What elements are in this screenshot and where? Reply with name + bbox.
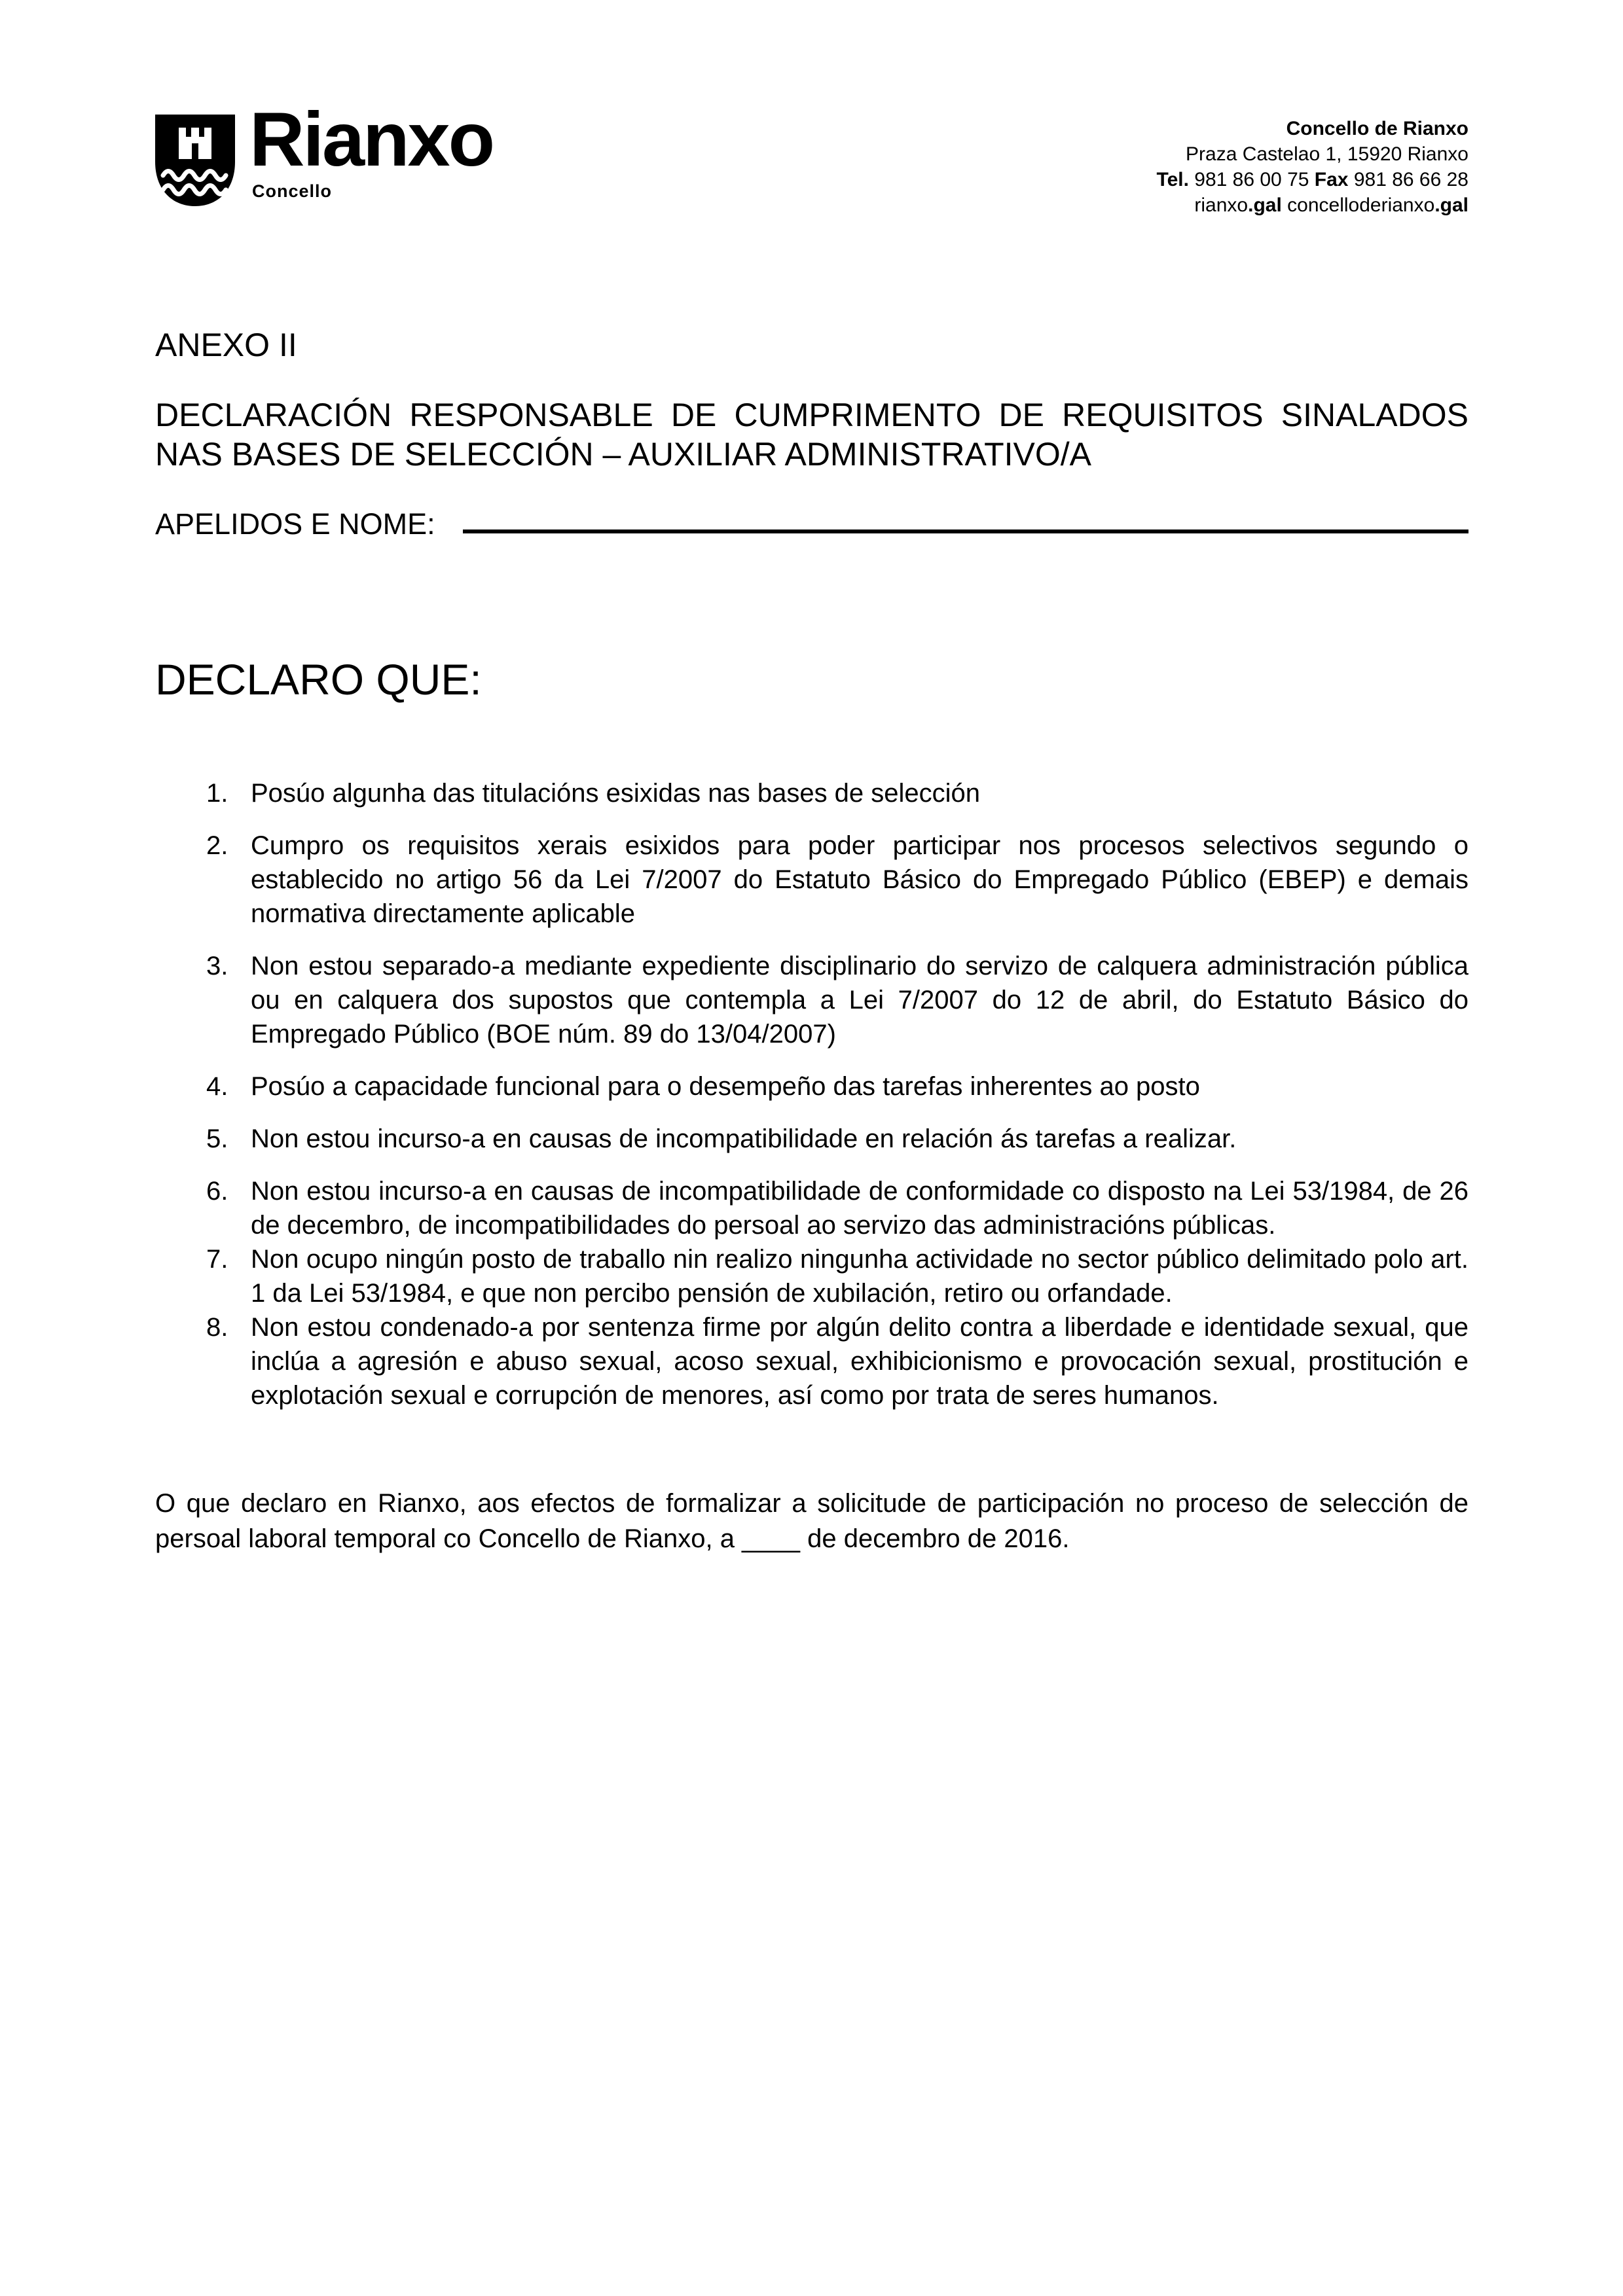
list-item: Non estou incurso-a en causas de incompatibilidade en relación ás tarefas a realizar. <box>251 1124 1237 1153</box>
contact-org: Concello de Rianxo <box>1286 118 1468 139</box>
name-field-row <box>155 505 1468 544</box>
logo-text <box>249 96 494 202</box>
contact-websites <box>1156 192 1468 218</box>
annex-heading: ANEXO II <box>155 327 297 363</box>
list-item: Posúo algunha das titulacións esixidas nas bases de selección <box>251 779 981 808</box>
page-header <box>155 96 1468 216</box>
list-item: Non estou separado-a mediante expediente disciplinario do servizo de calquera administración pública ou en calquera dos supostos que contempla a Lei 7/2007 do 12 de abril, do Estatuto Básico do Empregado Público (BOE núm. 89 do 13/04/2007) <box>251 952 1468 1049</box>
fax-number: 981 86 66 28 <box>1353 169 1468 190</box>
website-1: rianxo <box>1194 194 1249 216</box>
document-title: DECLARACIÓN RESPONSABLE DE CUMPRIMENTO DE REQUISITOS SINALADOS NAS BASES DE SELECCIÓN – AUXILIAR ADMINISTRATIVO/A <box>155 397 1468 473</box>
rianxo-shield-icon <box>155 115 235 206</box>
document-body <box>155 325 1468 1556</box>
name-input-line[interactable] <box>463 507 1468 533</box>
contact-info <box>1156 116 1468 218</box>
contact-address: Praza Castelao 1, 15920 Rianxo <box>1186 143 1468 165</box>
logo-subtitle: Concello <box>252 181 333 201</box>
tel-number: 981 86 00 75 <box>1194 169 1309 190</box>
logo-wordmark: Rianxo <box>249 96 494 182</box>
website-2: concelloderianxo <box>1287 194 1435 216</box>
closing-paragraph: O que declaro en Rianxo, aos efectos de formalizar a solicitude de participación no proceso de selección de persoal laboral temporal co Concello de Rianxo, a ____ de decembro de 2016. <box>155 1489 1468 1553</box>
tel-label: Tel. <box>1156 169 1189 190</box>
list-item: Cumpro os requisitos xerais esixidos para poder participar nos procesos selectivos segundo o establecido no artigo 56 da Lei 7/2007 do Estatuto Básico do Empregado Público (EBEP) e demais normativa directamente aplicable <box>251 831 1468 928</box>
website-1-tld: .gal <box>1248 194 1282 216</box>
list-item: Non estou condenado-a por sentenza firme por algún delito contra a liberdade e identidade sexual, que inclúa a agresión e abuso sexual, acoso sexual, exhibicionismo e provocación sexual, prostitución e explotación sexual e corrupción de menores, así como por trata de seres humanos. <box>251 1313 1468 1410</box>
list-item: Non estou incurso-a en causas de incompatibilidade de conformidade co disposto na Lei 53/1984, de 26 de decembro, de incompatibilidades do persoal ao servizo das administracións públicas. <box>251 1177 1468 1240</box>
list-item: Posúo a capacidade funcional para o desempeño das tarefas inherentes ao posto <box>251 1072 1200 1101</box>
fax-label: Fax <box>1314 169 1349 190</box>
contact-phones <box>1156 167 1468 192</box>
concello-rianxo-logo <box>155 96 494 206</box>
declare-heading: DECLARO QUE: <box>155 655 482 704</box>
website-2-tld: .gal <box>1434 194 1468 216</box>
list-item: Non ocupo ningún posto de traballo nin realizo ningunha actividade no sector público delimitado polo art. 1 da Lei 53/1984, e que non percibo pensión de xubilación, retiro ou orfandade. <box>251 1245 1468 1308</box>
declarations-list <box>155 776 1468 1412</box>
name-label: APELIDOS E NOME: <box>155 507 435 541</box>
